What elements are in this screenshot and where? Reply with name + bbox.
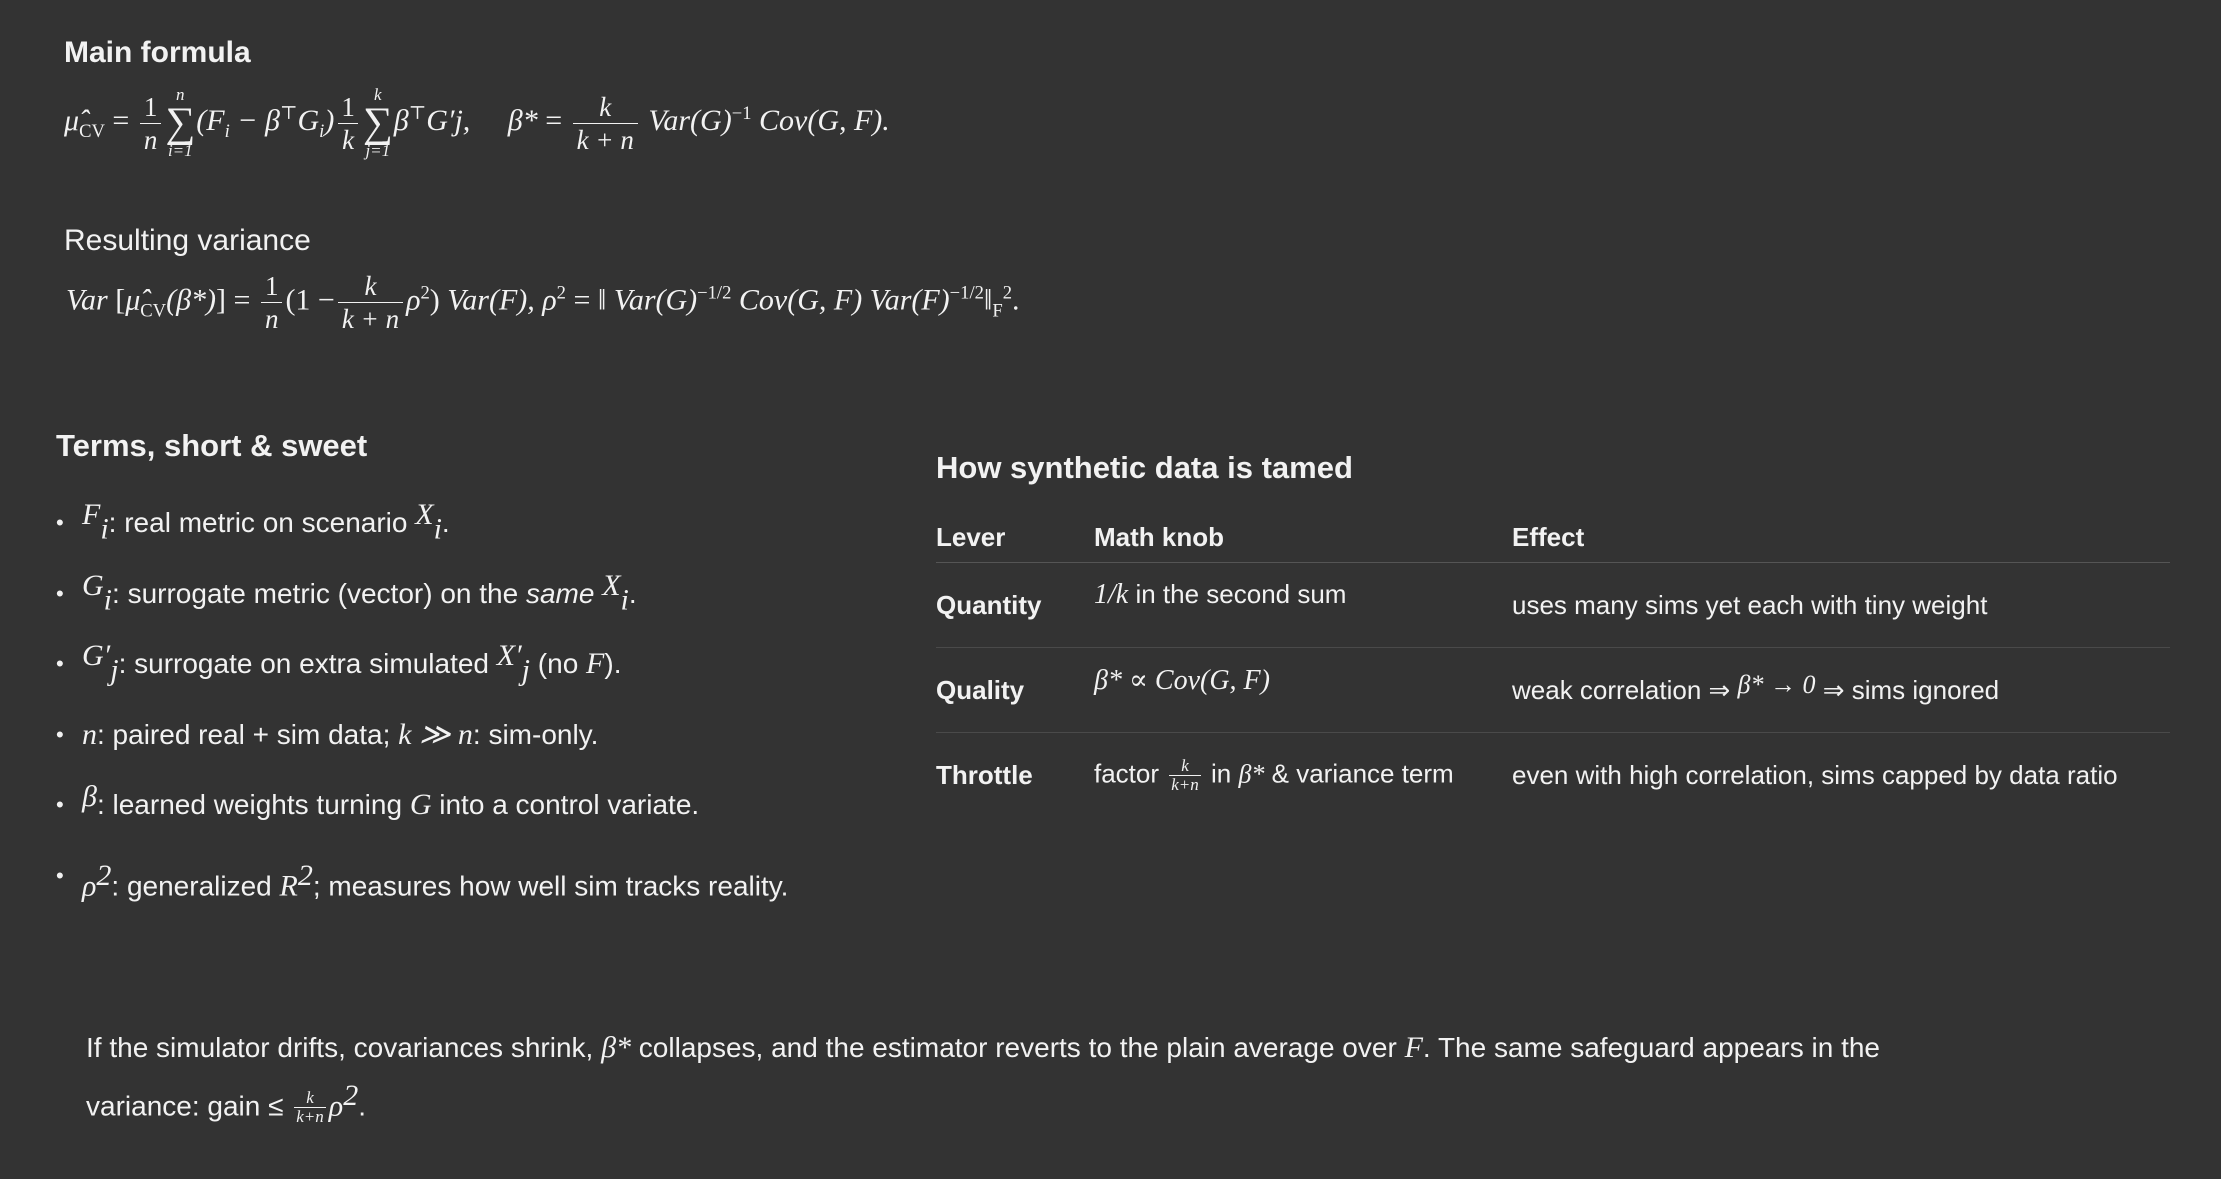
term-item-beta: • β: learned weights turning G into a control variate. [56, 770, 876, 841]
term-item-rho: • $\rho^2$: generalized $R^2$; measures how well sim tracks reality. [56, 841, 876, 912]
term-item-g-prime: • $G'_j$: surrogate on extra simulated $X'_j$ (no F). [56, 629, 876, 700]
table-row [936, 733, 2170, 818]
section-title-resulting-variance: Resulting variance [64, 224, 311, 257]
variance-formula: Var $[\mû_{CV}(\beta*)]$ = $\frac{1}{n}$ (1 − $\frac{k}{k + n}$ $\rho^2$) Var(F), $\rho^2$ = ‖ $Var(G)^{-1/2}$ Cov(G, F) $Var(F)^{-1/2}‖_F^2$. [66, 271, 1020, 334]
footer-note: If the simulator drifts, covariances shrink, β* collapses, and the estimator reverts to the plain average over F. The same safeguard appears in the variance: gain ≤ $\frac{k}{k+n}$ $\rho^2$. [86, 1031, 1880, 1127]
terms-list [56, 488, 876, 911]
section-title-terms: Terms, short & sweet [56, 428, 368, 463]
effect-cell: uses many sims yet each with tiny weight [1512, 563, 2170, 648]
math-knob-cell: 1/k in the second sum [1094, 563, 1512, 648]
column-header-lever: Lever [936, 512, 1094, 563]
column-header-math-knob: Math knob [1094, 512, 1512, 563]
term-item-g: • $G_i$: surrogate metric (vector) on the same $X_i$. [56, 559, 876, 630]
levers-table [936, 512, 2170, 817]
lever-cell: Quality [936, 648, 1094, 733]
effect-cell: even with high correlation, sims capped by data ratio [1512, 759, 2118, 790]
main-formula: $\mû_{CV}$ = $\frac{1}{n}$ n ∑ i=1 $(F_i - \beta^⊤G_i)$ $\frac{1}{k}$ k ∑ j=1 β⊤G′j, β* = $\frac{k}{k + n}$ $Var(G)^{-1}$ Cov(G, F). [64, 85, 890, 160]
term-item-n: • n: paired real + sim data; k ≫ n: sim-only. [56, 700, 876, 771]
math-knob-cell: β* ∝ Cov(G, F) [1094, 648, 1512, 733]
lever-cell: Quantity [936, 563, 1094, 648]
table-header-row [936, 512, 2170, 563]
section-title-tamed: How synthetic data is tamed [936, 450, 1353, 485]
table-row [936, 648, 2170, 733]
term-item-f: • $F_i$: real metric on scenario $X_i$. [56, 488, 876, 559]
column-header-effect: Effect [1512, 512, 2170, 563]
math-knob-cell: factor $\frac{k}{k+n}$ in β* & variance term [1094, 755, 1454, 794]
section-title-main-formula: Main formula [64, 36, 251, 69]
lever-cell: Throttle [936, 759, 1033, 790]
effect-cell: weak correlation ⇒ β* → 0 ⇒ sims ignored [1512, 648, 2170, 733]
table-row [936, 563, 2170, 648]
